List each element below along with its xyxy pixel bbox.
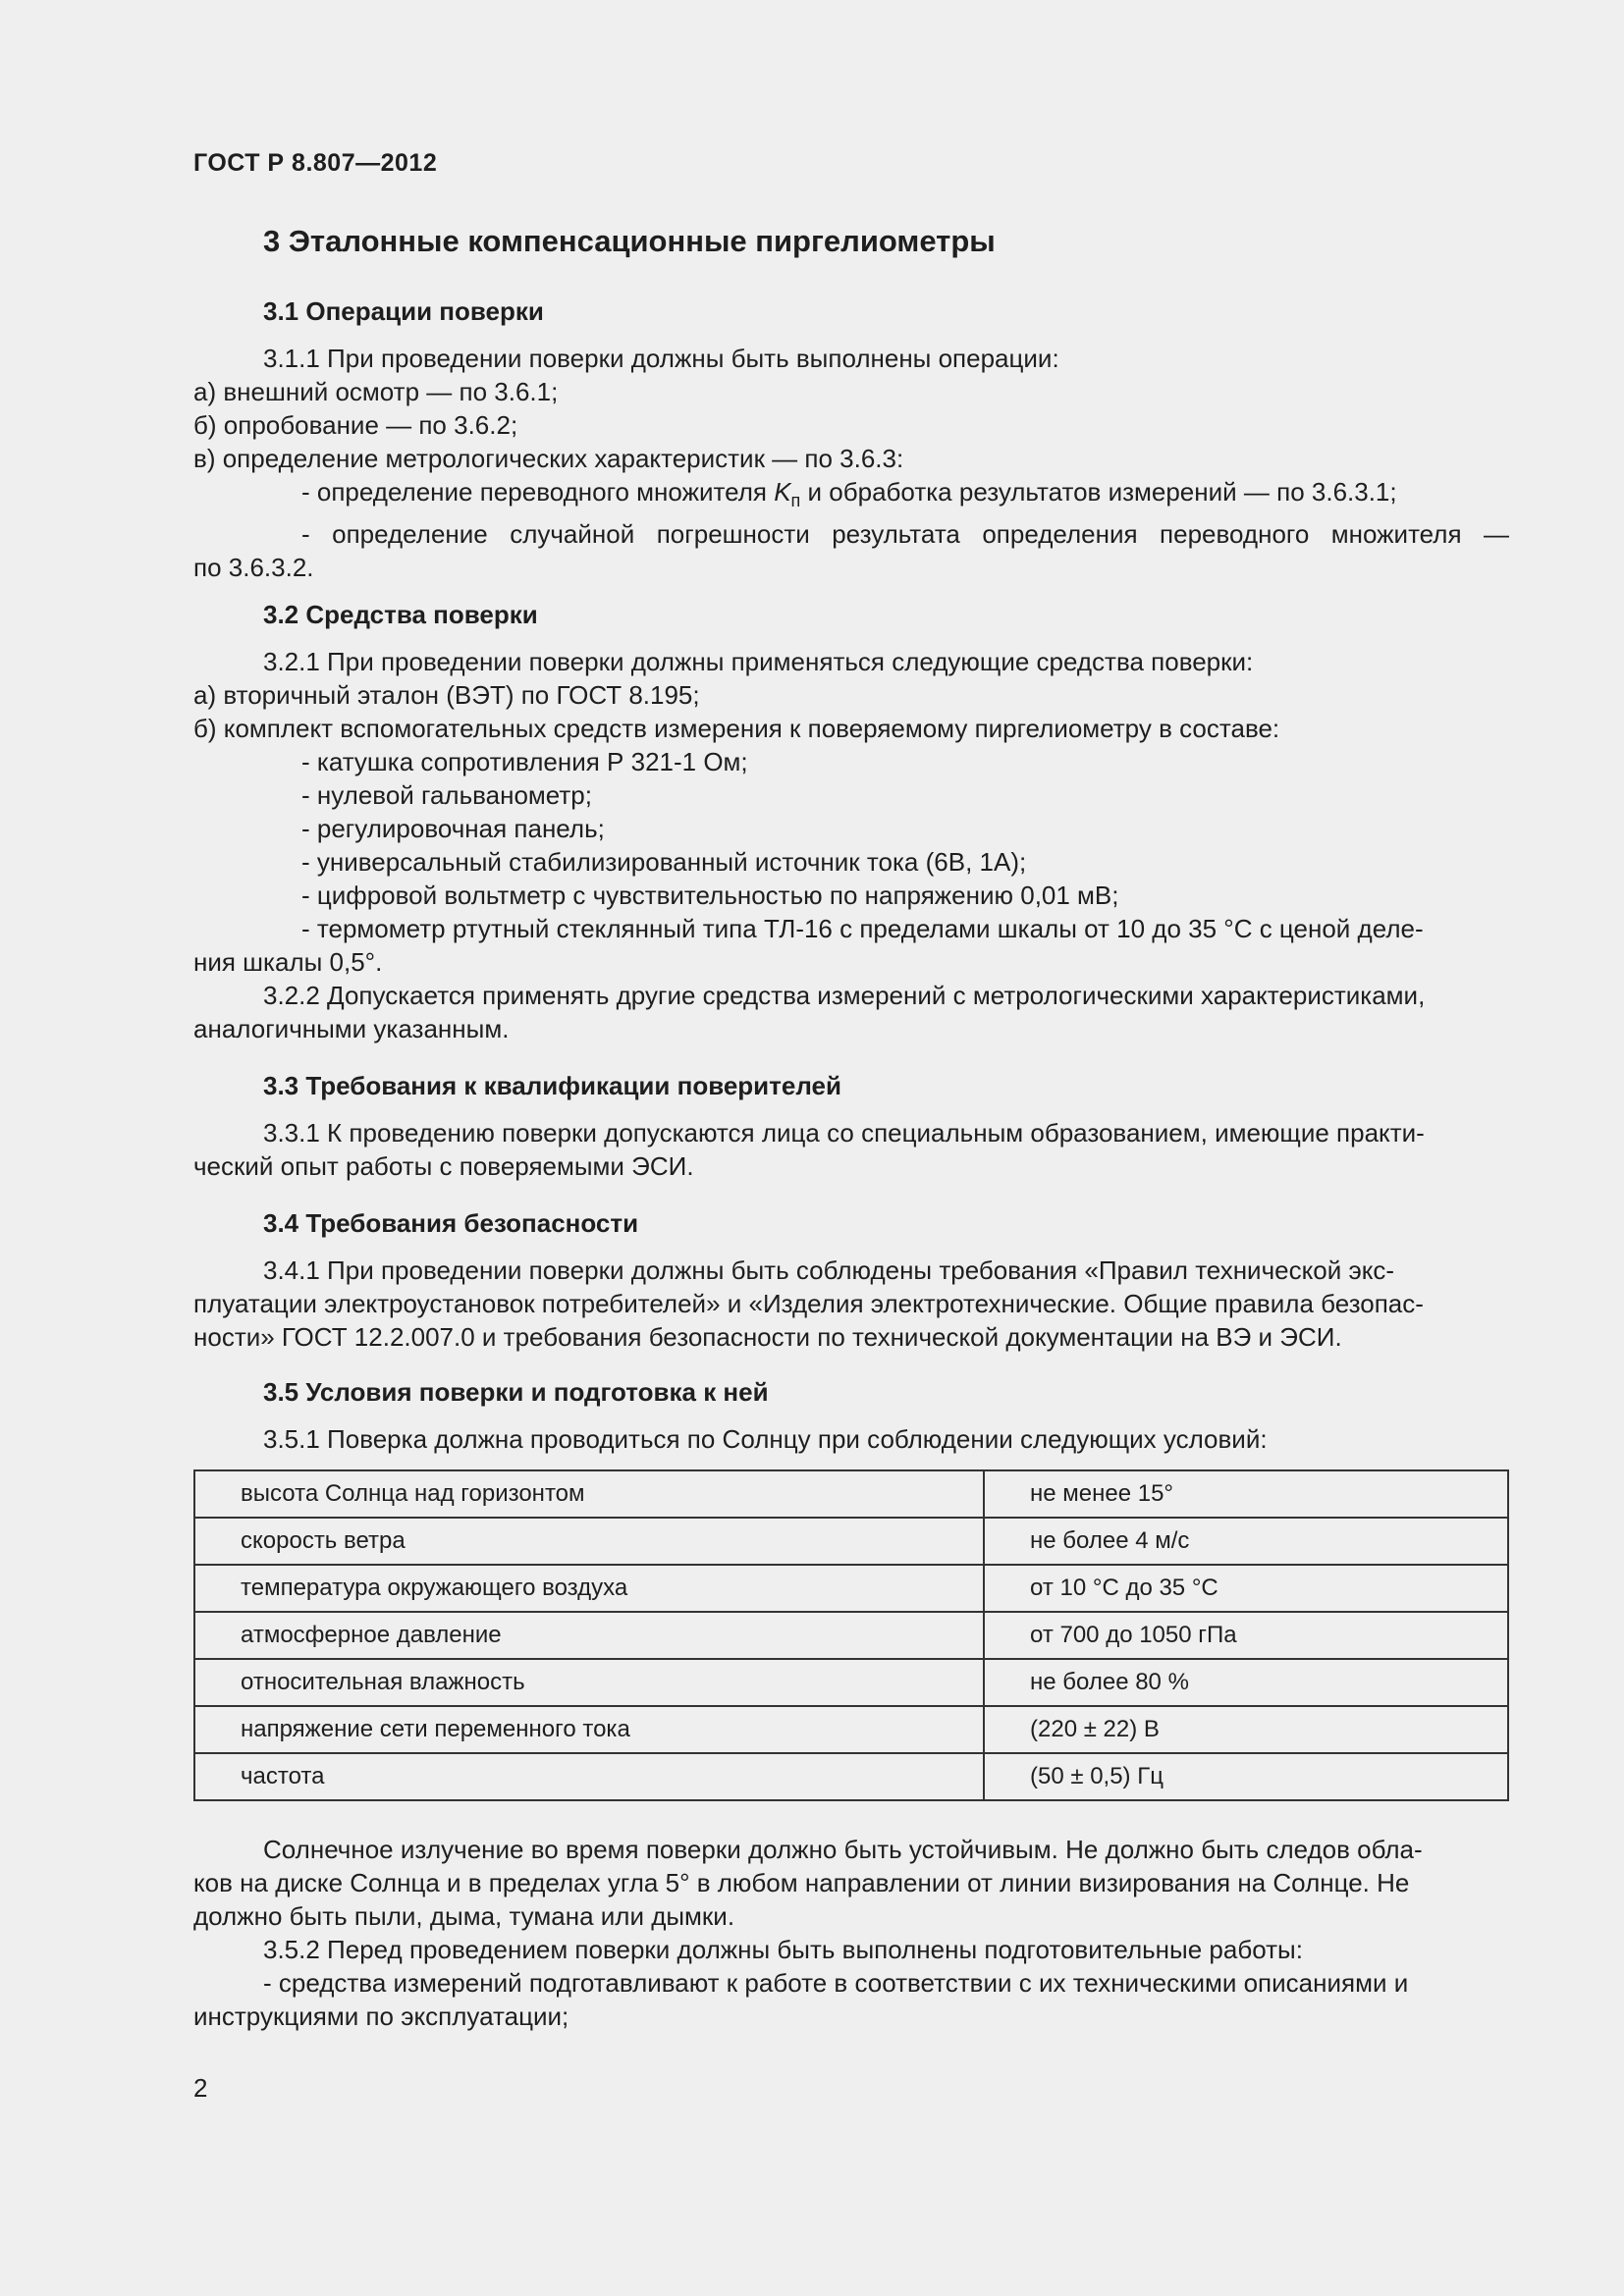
list-item-a: а) внешний осмотр — по 3.6.1; — [193, 377, 559, 406]
list-item-a: а) вторичный эталон (ВЭТ) по ГОСТ 8.195; — [193, 680, 700, 711]
dash-item-thermometer: - термометр ртутный стеклянный типа ТЛ-16 с пределами шкалы от 10 до 35 °С с ценой деле- — [301, 914, 1424, 944]
dash-item: - универсальный стабилизированный источник тока (6В, 1А); — [301, 847, 1027, 878]
dash-item: - регулировочная панель; — [301, 814, 605, 844]
condition-value: не более 80 % — [984, 1659, 1508, 1706]
solar-paragraph-line3: должно быть пыли, дыма, тумана или дымки. — [193, 1901, 735, 1932]
table-row — [194, 1659, 1508, 1706]
condition-param: скорость ветра — [194, 1518, 984, 1565]
condition-value: не более 4 м/с — [984, 1518, 1508, 1565]
solar-paragraph-line1: Солнечное излучение во время поверки должно быть устойчивым. Не должно быть следов обла- — [263, 1835, 1423, 1865]
document-body — [193, 294, 1509, 2033]
table-row — [194, 1470, 1508, 1518]
symbol-k-subscript: п — [790, 491, 801, 511]
condition-value: от 10 °С до 35 °С — [984, 1565, 1508, 1612]
paragraph-3-2-2: 3.2.2 Допускается применять другие средства измерений с метрологическими характеристиками, — [263, 981, 1426, 1011]
condition-param: атмосферное давление — [194, 1612, 984, 1659]
dash-item-thermometer-cont: ния шкалы 0,5°. — [193, 947, 383, 978]
condition-value: (50 ± 0,5) Гц — [984, 1753, 1508, 1800]
condition-param: частота — [194, 1753, 984, 1800]
subsection-3-3-title: 3.3 Требования к квалификации поверителей — [263, 1071, 841, 1101]
dash-item-preparation: - средства измерений подготавливают к работе в соответствии с их техническими описаниями и — [263, 1968, 1409, 1999]
subsection-3-5-title: 3.5 Условия поверки и подготовка к ней — [263, 1377, 769, 1408]
list-item-b: б) комплект вспомогательных средств измерения к поверяемому пиргелиометру в составе: — [193, 714, 1280, 744]
condition-param: напряжение сети переменного тока — [194, 1706, 984, 1753]
table-row — [194, 1612, 1508, 1659]
list-item-c: в) определение метрологических характеристик — по 3.6.3: — [193, 444, 904, 473]
section-title: 3 Эталонные компенсационные пиргелиометры — [263, 224, 996, 258]
condition-value: от 700 до 1050 гПа — [984, 1612, 1508, 1659]
paragraph-3-5-1: 3.5.1 Поверка должна проводиться по Солнцу при соблюдении следующих условий: — [263, 1424, 1268, 1455]
dash-item-preparation-cont: инструкциями по эксплуатации; — [193, 2002, 569, 2032]
table-row — [194, 1753, 1508, 1800]
dash-item-text: - определение переводного множителя — [301, 477, 775, 507]
table-row — [194, 1565, 1508, 1612]
table-row — [194, 1518, 1508, 1565]
dash-item-random-error-cont: по 3.6.3.2. — [193, 553, 314, 583]
page-number: 2 — [193, 2073, 208, 2103]
symbol-k: K — [774, 477, 791, 507]
paragraph-3-4-1-line3: ности» ГОСТ 12.2.007.0 и требования безопасности по технической документации на ВЭ и ЭСИ. — [193, 1322, 1342, 1353]
condition-param: температура окружающего воздуха — [194, 1565, 984, 1612]
list-item-b: б) опробование — по 3.6.2; — [193, 410, 518, 440]
subsection-3-1-title: 3.1 Операции поверки — [263, 296, 544, 326]
dash-item-multiplier — [193, 475, 1509, 517]
conditions-table — [193, 1469, 1509, 1801]
condition-value: не менее 15° — [984, 1470, 1508, 1518]
condition-param: высота Солнца над горизонтом — [194, 1470, 984, 1518]
dash-item-random-error: - определение случайной погрешности результата определения переводного множителя — — [301, 519, 1509, 550]
paragraph-3-3-1-cont: ческий опыт работы с поверяемыми ЭСИ. — [193, 1151, 694, 1182]
dash-item: - катушка сопротивления Р 321-1 Ом; — [301, 747, 748, 777]
document-header: ГОСТ Р 8.807—2012 — [193, 149, 438, 177]
paragraph-3-3-1: 3.3.1 К проведению поверки допускаются лица со специальным образованием, имеющие практи- — [263, 1118, 1425, 1148]
dash-item: - цифровой вольтметр с чувствительностью по напряжению 0,01 мВ; — [301, 881, 1119, 911]
paragraph-3-4-1: 3.4.1 При проведении поверки должны быть соблюдены требования «Правил технической экс- — [263, 1255, 1395, 1286]
condition-param: относительная влажность — [194, 1659, 984, 1706]
subsection-3-4-title: 3.4 Требования безопасности — [263, 1208, 639, 1239]
table-row — [194, 1706, 1508, 1753]
paragraph-3-2-1: 3.2.1 При проведении поверки должны применяться следующие средства поверки: — [263, 647, 1254, 677]
paragraph-3-2-2-cont: аналогичными указанным. — [193, 1014, 510, 1044]
paragraph-3-5-2: 3.5.2 Перед проведением поверки должны быть выполнены подготовительные работы: — [263, 1935, 1303, 1965]
paragraph-3-4-1-line2: плуатации электроустановок потребителей» и «Изделия электротехнические. Общие правила безопас- — [193, 1289, 1424, 1319]
dash-item: - нулевой гальванометр; — [301, 780, 592, 811]
solar-paragraph-line2: ков на диске Солнца и в пределах угла 5° в любом направлении от линии визирования на Солнце. Не — [193, 1868, 1410, 1898]
subsection-3-2-title: 3.2 Средства поверки — [263, 600, 538, 630]
condition-value: (220 ± 22) В — [984, 1706, 1508, 1753]
dash-item-text: и обработка результатов измерений — по 3.6.3.1; — [800, 477, 1397, 507]
paragraph-3-1-1: 3.1.1 При проведении поверки должны быть выполнены операции: — [263, 344, 1059, 373]
